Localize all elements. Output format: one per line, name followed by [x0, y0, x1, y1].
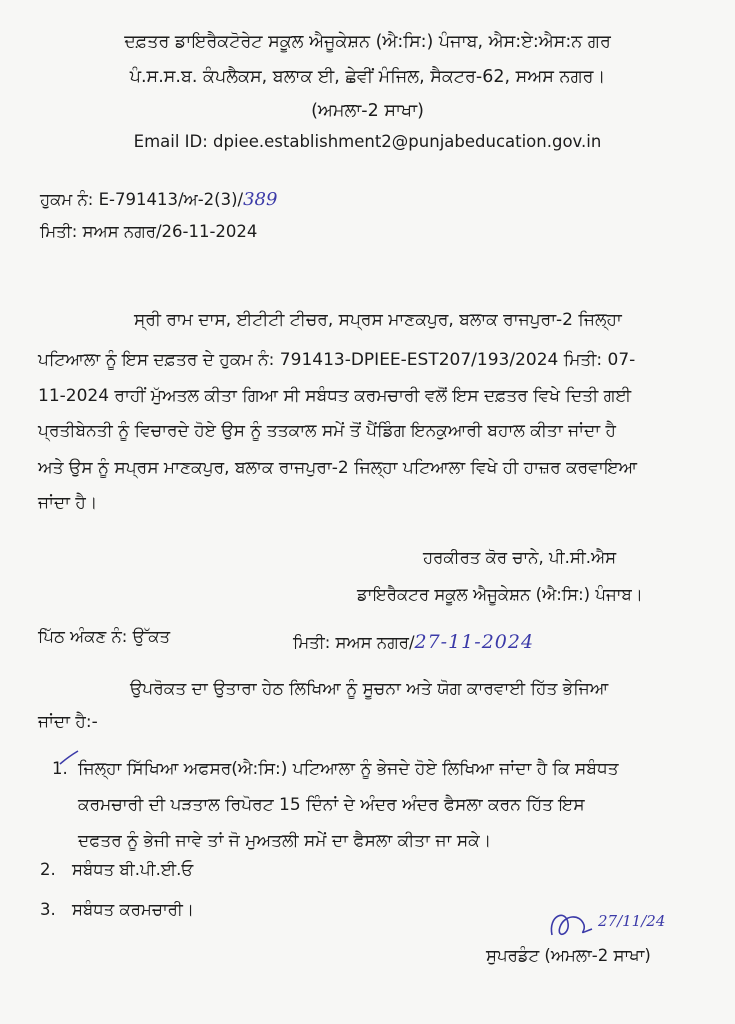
order-date: ਮਿਤੀ: ਸਅਸ ਨਗਰ/26-11-2024 — [40, 222, 258, 241]
body-line-2: ਪਟਿਆਲਾ ਨੂੰ ਇਸ ਦਫ਼ਤਰ ਦੇ ਹੁਕਮ ਨੰ: 791413-DPIEE-EST207/193/2024 ਮਿਤੀ: 07- — [38, 350, 636, 370]
endorsement-date-label: ਮਿਤੀ: ਸਅਸ ਨਗਰ/ — [293, 633, 415, 652]
list-item-1-number: 1. — [52, 759, 68, 778]
endorsement-intro-line2: ਜਾਂਦਾ ਹੈ:- — [38, 712, 98, 732]
endorsement-number: ਪਿੱਠ ਅੰਕਣ ਨੰ: ਉੱਕਤ — [38, 627, 171, 646]
office-header-branch: (ਅਮਲਾ-2 ਸਾਖਾ) — [311, 101, 424, 121]
body-line-4: ਪ੍ਰਤੀਬੇਨਤੀ ਨੂੰ ਵਿਚਾਰਦੇ ਹੋਏ ਉਸ ਨੂੰ ਤਤਕਾਲ ਸਮੇਂ ਤੋਂ ਪੈਂਡਿੰਗ ਇਨਕੁਆਰੀ ਬਹਾਲ ਕੀਤਾ ਜਾਂਦਾ ਹੈ — [38, 421, 616, 441]
list-item-2-text: ਸਬੰਧਤ ਬੀ.ਪੀ.ਈ.ਓ — [72, 860, 194, 879]
list-item-1-line1: ਜਿਲ੍ਹਾ ਸਿੱਖਿਆ ਅਫਸਰ(ਐ:ਸਿ:) ਪਟਿਆਲਾ ਨੂੰ ਭੇਜਦੇ ਹੋਏ ਲਿਖਿਆ ਜਾਂਦਾ ਹੈ ਕਿ ਸਬੰਧਤ — [78, 759, 619, 779]
superintendent-designation: ਸੁਪਰਡੰਟ (ਅਮਲਾ-2 ਸਾਖਾ) — [486, 946, 651, 965]
order-number-label: ਹੁਕਮ ਨੰ: E-791413/ਅ-2(3)/ — [40, 190, 244, 209]
signature-date: 27/11/24 — [598, 912, 666, 930]
signatory-designation: ਡਾਇਰੈਕਟਰ ਸਕੂਲ ਐਜੂਕੇਸ਼ਨ (ਐ:ਸਿ:) ਪੰਜਾਬ। — [357, 585, 643, 604]
endorsement-date-handwritten: 27-11-2024 — [414, 631, 535, 653]
order-number-line — [40, 189, 277, 210]
list-item-3-text: ਸਬੰਧਤ ਕਰਮਚਾਰੀ। — [72, 900, 194, 919]
endorsement-date — [293, 631, 534, 653]
body-line-3: 11-2024 ਰਾਹੀਂ ਮੁੱਅਤਲ ਕੀਤਾ ਗਿਆ ਸੀ ਸਬੰਧਤ ਕਰਮਚਾਰੀ ਵਲੋਂ ਇਸ ਦਫ਼ਤਰ ਵਿਖੇ ਦਿਤੀ ਗਈ — [38, 386, 632, 406]
endorsement-intro-line1: ਉਪਰੋਕਤ ਦਾ ਉਤਾਰਾ ਹੇਠ ਲਿਖਿਆ ਨੂੰ ਸੂਚਨਾ ਅਤੇ ਯੋਗ ਕਾਰਵਾਈ ਹਿੱਤ ਭੇਜਿਆ — [130, 679, 609, 699]
office-header-line2: ਪੰ.ਸ.ਸ.ਬ. ਕੰਪਲੈਕਸ, ਬਲਾਕ ਈ, ਛੇਵੀਂ ਮੰਜਿਲ, ਸੈਕਟਰ-62, ਸਅਸ ਨਗਰ। — [129, 67, 606, 87]
list-item-1-line2: ਕਰਮਚਾਰੀ ਦੀ ਪੜਤਾਲ ਰਿਪੋਰਟ 15 ਦਿੰਨਾਂ ਦੇ ਅੰਦਰ ਅੰਦਰ ਫੈਸਲਾ ਕਰਨ ਹਿੱਤ ਇਸ — [78, 795, 585, 815]
signatory-name: ਹਰਕੀਰਤ ਕੋਰ ਚਾਨੇ, ਪੀ.ਸੀ.ਐਸ — [423, 548, 617, 567]
order-number-handwritten: 389 — [243, 189, 278, 210]
list-item-1-line3: ਦਫਤਰ ਨੂੰ ਭੇਜੀ ਜਾਵੇ ਤਾਂ ਜੋ ਮੁਅਤਲੀ ਸਮੇਂ ਦਾ ਫੈਸਲਾ ਕੀਤਾ ਜਾ ਸਕੇ। — [78, 831, 492, 851]
signature-scribble — [546, 905, 598, 945]
body-line-6: ਜਾਂਦਾ ਹੈ। — [38, 493, 98, 513]
body-line-5: ਅਤੇ ਉਸ ਨੂੰ ਸਪ੍ਰਸ ਮਾਣਕਪੁਰ, ਬਲਾਕ ਰਾਜਪੁਰਾ-2 ਜਿਲ੍ਹਾ ਪਟਿਆਲਾ ਵਿਖੇ ਹੀ ਹਾਜ਼ਰ ਕਰਵਾਇਆ — [38, 458, 637, 478]
office-email: Email ID: dpiee.establishment2@punjabeducation.gov.in — [133, 132, 602, 151]
body-line-1: ਸ੍ਰੀ ਰਾਮ ਦਾਸ, ਈਟੀਟੀ ਟੀਚਰ, ਸਪ੍ਰਸ ਮਾਣਕਪੁਰ, ਬਲਾਕ ਰਾਜਪੁਰਾ-2 ਜਿਲ੍ਹਾ — [134, 310, 622, 330]
tick-mark — [58, 749, 80, 769]
list-item-3-number: 3. — [40, 900, 56, 919]
office-header-line1: ਦਫ਼ਤਰ ਡਾਇਰੈਕਟੋਰੇਟ ਸਕੂਲ ਐਜੂਕੇਸ਼ਨ (ਐ:ਸਿ:) ਪੰਜਾਬ, ਐਸ:ਏ:ਐਸ:ਨ ਗਰ — [124, 32, 611, 52]
list-item-2-number: 2. — [40, 860, 56, 879]
